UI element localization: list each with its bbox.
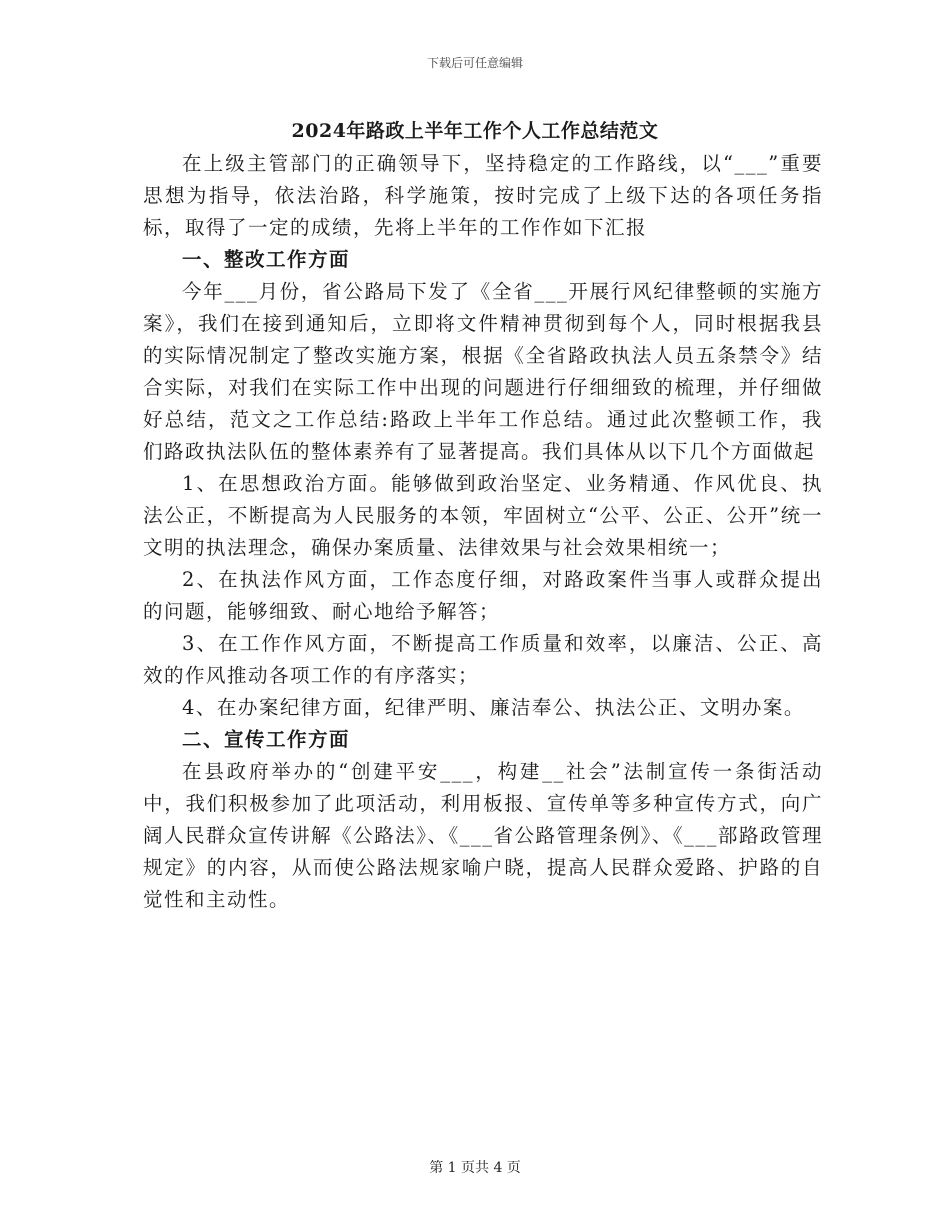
list-item-political: 1、在思想政治方面。能够做到政治坚定、业务精通、作风优良、执法公正，不断提高为人民服务的本领，牢固树立“公平、公正、公开”统一文明的执法理念，确保办案质量、法律效果与社会效果相统一； — [143, 472, 823, 559]
document-body — [143, 148, 823, 916]
list-item-enforcement-style: 2、在执法作风方面，工作态度仔细，对路政案件当事人或群众提出的问题，能够细致、耐心地给予解答； — [143, 568, 823, 623]
intro-paragraph: 在上级主管部门的正确领导下，坚持稳定的工作路线，以“___”重要思想为指导，依法治路，科学施策，按时完成了上级下达的各项任务指标，取得了一定的成绩，先将上半年的工作作如下汇报 — [143, 152, 823, 239]
section-heading-rectification: 一、整改工作方面 — [182, 248, 351, 271]
header-note: 下载后可任意编辑 — [426, 56, 523, 70]
list-item-work-style: 3、在工作作风方面，不断提高工作质量和效率，以廉洁、公正、高效的作风推动各项工作的有序落实； — [143, 632, 823, 687]
document-title: 2024年路政上半年工作个人工作总结范文 — [291, 120, 659, 142]
page-number: 第 1 页共 4 页 — [429, 1160, 521, 1176]
section-heading-publicity: 二、宣传工作方面 — [182, 728, 351, 751]
list-item-discipline: 4、在办案纪律方面，纪律严明、廉洁奉公、执法公正、文明办案。 — [182, 696, 805, 719]
rectification-paragraph: 今年___月份，省公路局下发了《全省___开展行风纪律整顿的实施方案》，我们在接到通知后，立即将文件精神贯彻到每个人，同时根据我县的实际情况制定了整改实施方案，根据《全省路政执法人员五条禁令》结合实际，对我们在实际工作中出现的问题进行仔细细致的梳理，并仔细做好总结，范文之工作总结:路政上半年工作总结。通过此次整顿工作，我们路政执法队伍的整体素养有了显著提高。我们具体从以下几个方面做起 — [143, 280, 823, 463]
publicity-paragraph: 在县政府举办的“创建平安___，构建__社会”法制宣传一条街活动中，我们积极参加了此项活动，利用板报、宣传单等多种宣传方式，向广阔人民群众宣传讲解《公路法》、《___省公路管理条例》、《___部路政管理规定》的内容，从而使公路法规家喻户晓，提高人民群众爱路、护路的自觉性和主动性。 — [143, 760, 823, 911]
